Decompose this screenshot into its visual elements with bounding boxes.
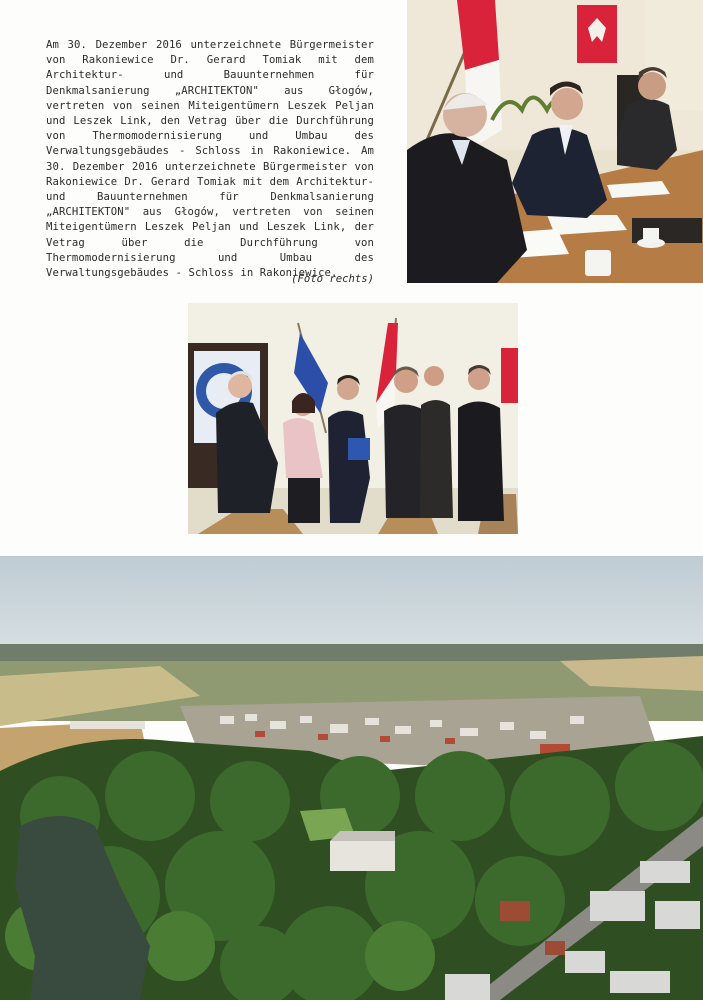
signing-ceremony-photo: [407, 0, 703, 283]
aerial-town-photo: [0, 556, 703, 1000]
article-paragraph: Am 30. Dezember 2016 unterzeichnete Bürgermeister von Rakoniewice Dr. Gerard Tomiak mit dem Architektur- und Bauunternehmen für Denkmalsanierung „ARCHITEKTON" aus Głogów, vertreten von seinen Miteigentümern Leszek Peljan und Leszek Link, den Vetrag über die Durchführung von Thermomodernisierung und Umbau des Verwaltungsgebäudes - Schloss in Rakoniewice. Am 30. Dezember 2016 unterzeichnete Bürgermeister von Rakoniewice Dr. Gerard Tomiak mit dem Architektur- und Bauunternehmen für Denkmalsanierung „ARCHITEKTON" aus Głogów, vertreten von seinen Miteigentümern Leszek Peljan und Leszek Link, der Vetrag über die Durchführung von Thermomodernisierung und Umbau des Verwaltungsgebäudes - Schloss in Rakoniewice.: [46, 39, 374, 280]
photo-caption-note: (Foto rechts): [291, 273, 374, 285]
group-photo: [188, 303, 518, 534]
